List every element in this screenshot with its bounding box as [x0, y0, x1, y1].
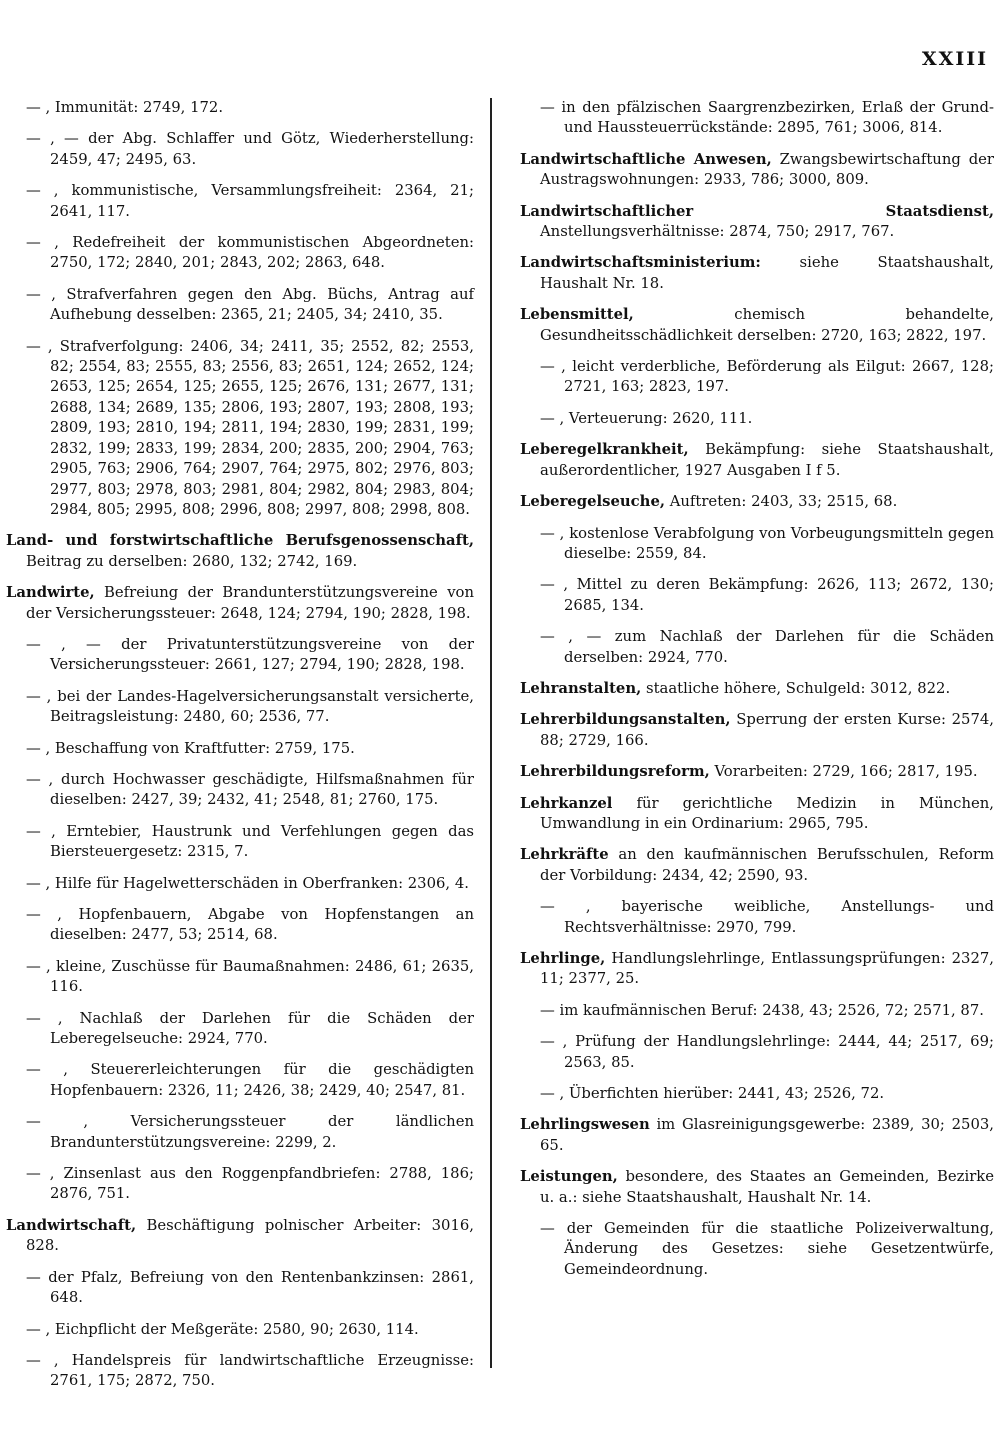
index-text: — , kleine, Zuschüsse für Baumaßnahmen: 2486, 61; 2635, 116.: [26, 957, 474, 996]
index-keyword: Lehrkanzel: [520, 794, 613, 812]
index-keyword: Lehrerbildungsreform,: [520, 763, 710, 781]
index-text: im Glasreinigungsgewerbe: 2389, 30; 2503, 65.: [540, 1116, 994, 1154]
index-text: — , durch Hochwasser geschädigte, Hilfsmaßnahmen für dieselben: 2427, 39; 2432, 41; 2548, 81; 2760, 175.: [26, 770, 474, 809]
index-subentry: [520, 1032, 994, 1073]
index-text: — , Nachlaß der Darlehen für die Schäden der Leberegelseuche: 2924, 770.: [26, 1009, 474, 1048]
index-text: — in den pfälzischen Saargrenzbezirken, Erlaß der Grund- und Haussteuerrückstände: 2895, 761; 3006, 814.: [540, 99, 994, 137]
index-entry: [520, 202, 994, 243]
index-subentry: [520, 1001, 994, 1021]
page-number: XXIII: [921, 48, 988, 70]
index-keyword: Lehrkräfte: [520, 846, 609, 864]
index-subentry: [520, 1219, 994, 1280]
index-entry: [520, 440, 994, 481]
right-column: [520, 98, 994, 1291]
index-subentry: [6, 1060, 474, 1101]
index-text: — , bei der Landes-Hagelversicherungsanstalt versicherte, Beitragsleistung: 2480, 60; 2536, 77.: [26, 687, 474, 726]
index-subentry: [6, 770, 474, 811]
left-column: [6, 98, 474, 1403]
index-keyword: Lehrerbildungsanstalten,: [520, 711, 731, 729]
index-text: Auftreten: 2403, 33; 2515, 68.: [665, 493, 898, 511]
index-entry: [520, 679, 994, 699]
index-keyword: Lehrlinge,: [520, 950, 606, 967]
index-subentry: [6, 337, 474, 521]
index-subentry: [6, 181, 474, 222]
index-subentry: [6, 233, 474, 274]
index-subentry: [6, 905, 474, 946]
index-subentry: [520, 98, 994, 139]
index-text: — , Erntebier, Haustrunk und Verfehlungen gegen das Biersteuergesetz: 2315, 7.: [26, 822, 474, 861]
index-subentry: [6, 635, 474, 676]
column-divider: [490, 98, 492, 1368]
index-text: — , Handelspreis für landwirtschaftliche Erzeugnisse: 2761, 175; 2872, 750.: [26, 1351, 474, 1390]
index-keyword: Lehrlingswesen: [520, 1116, 650, 1134]
index-text: Zwangsbewirtschaftung der Austragswohnungen: 2933, 786; 3000, 809.: [540, 150, 995, 189]
index-entry: [520, 845, 994, 886]
index-subentry: [6, 957, 474, 998]
index-text: — , — zum Nachlaß der Darlehen für die Schäden derselben: 2924, 770.: [540, 628, 994, 666]
index-text: — der Gemeinden für die staatliche Polizeiverwaltung, Änderung des Gesetzes: siehe Gesetzentwürfe, Gemeindeordnung.: [540, 1220, 994, 1278]
index-text: Handlungslehrlinge, Entlassungsprüfungen: 2327, 11; 2377, 25.: [540, 950, 994, 988]
index-subentry: [6, 739, 474, 759]
index-entry: [520, 710, 994, 751]
index-subentry: [6, 1164, 474, 1205]
index-text: — , Versicherungssteuer der ländlichen Brandunterstützungsvereine: 2299, 2.: [26, 1113, 474, 1151]
index-text: — der Pfalz, Befreiung von den Rentenbankzinsen: 2861, 648.: [26, 1268, 474, 1307]
index-text: — , — der Abg. Schlaffer und Götz, Wiederherstellung: 2459, 47; 2495, 63.: [26, 130, 474, 168]
index-subentry: [6, 285, 474, 326]
index-subentry: [6, 98, 474, 118]
index-entry: [520, 1167, 994, 1208]
index-text: — im kaufmännischen Beruf: 2438, 43; 2526, 72; 2571, 87.: [540, 1001, 984, 1019]
index-text: Beschäftigung polnischer Arbeiter: 3016, 828.: [26, 1216, 474, 1255]
index-subentry: [520, 524, 994, 565]
index-text: — , Zinsenlast aus den Roggenpfandbriefen: 2788, 186; 2876, 751.: [26, 1165, 474, 1203]
index-subentry: [520, 575, 994, 616]
index-keyword: Landwirtschaft,: [6, 1216, 137, 1234]
index-text: staatliche höhere, Schulgeld: 3012, 822.: [641, 679, 951, 697]
index-text: Anstellungsverhältnisse: 2874, 750; 2917, 767.: [540, 223, 895, 241]
index-subentry: [6, 129, 474, 170]
index-text: — , Überfichten hierüber: 2441, 43; 2526, 72.: [540, 1085, 885, 1103]
index-text: — , Mittel zu deren Bekämpfung: 2626, 113; 2672, 130; 2685, 134.: [540, 576, 994, 614]
index-subentry: [6, 1009, 474, 1050]
index-text: — , Hopfenbauern, Abgabe von Hopfenstangen an dieselben: 2477, 53; 2514, 68.: [26, 906, 474, 944]
index-subentry: [520, 357, 994, 398]
index-text: — , Redefreiheit der kommunistischen Abgeordneten: 2750, 172; 2840, 201; 2843, 202; 2863, 648.: [26, 234, 474, 272]
index-text: — , bayerische weibliche, Anstellungs- und Rechtsverhältnisse: 2970, 799.: [540, 898, 994, 936]
index-keyword: Lehranstalten,: [520, 679, 642, 697]
index-keyword: Landwirtschaftlicher Staatsdienst,: [520, 202, 994, 220]
index-entry: [520, 1115, 994, 1156]
index-subentry: [520, 1084, 994, 1104]
index-keyword: Landwirtschaftsministerium:: [520, 254, 761, 272]
index-text: besondere, des Staates an Gemeinden, Bezirke u. a.: siehe Staatshaushalt, Haushalt Nr. 14.: [540, 1168, 994, 1206]
index-entry: [6, 1216, 474, 1257]
index-entry: [520, 949, 994, 990]
index-subentry: [6, 822, 474, 863]
index-text: — , Strafverfolgung: 2406, 34; 2411, 35; 2552, 82; 2553, 82; 2554, 83; 2555, 83; 2556, 83; 2651, 124; 2652, 124; 2653, 125; 2654, 125; 2655, 125; 2676, 131; 2677, 131; 2688, 134; 2689, 135; 2806, 193; 2807, 193; 2808, 193; 2809, 193; 2810, 194; 2811, 194; 2830, 199; 2831, 199; 2832, 199; 2833, 199; 2834, 200; 2835, 200; 2904, 763; 2905, 763; 2906, 764; 2907, 764; 2975, 802; 2976, 803; 2977, 803; 2978, 803; 2981, 804; 2982, 804; 2983, 804; 2984, 805; 2995, 808; 2996, 808; 2997, 808; 2998, 808.: [26, 337, 474, 518]
index-text: Befreiung der Brandunterstützungsvereine von der Versicherungssteuer: 2648, 124; 2794, 190; 2828, 198.: [26, 584, 474, 622]
index-entry: [6, 531, 474, 572]
index-subentry: [520, 409, 994, 429]
index-text: — , Eichpflicht der Meßgeräte: 2580, 90; 2630, 114.: [26, 1320, 419, 1338]
index-text: — , Prüfung der Handlungslehrlinge: 2444, 44; 2517, 69; 2563, 85.: [540, 1033, 994, 1071]
index-text: an den kaufmännischen Berufsschulen, Reform der Vorbildung: 2434, 42; 2590, 93.: [540, 846, 994, 884]
index-text: Sperrung der ersten Kurse: 2574, 88; 2729, 166.: [540, 711, 994, 749]
index-text: für gerichtliche Medizin in München, Umwandlung in ein Ordinarium: 2965, 795.: [540, 794, 994, 832]
index-keyword: Leistungen,: [520, 1168, 618, 1186]
index-subentry: [6, 1268, 474, 1309]
index-subentry: [520, 897, 994, 938]
index-text: — , kommunistische, Versammlungsfreiheit: 2364, 21; 2641, 117.: [26, 182, 474, 220]
index-text: — , Immunität: 2749, 172.: [26, 99, 224, 116]
index-keyword: Leberegelseuche,: [520, 493, 666, 511]
index-keyword: Landwirtschaftliche Anwesen,: [520, 150, 772, 168]
index-text: — , kostenlose Verabfolgung von Vorbeugungsmitteln gegen dieselbe: 2559, 84.: [540, 524, 994, 562]
index-entry: [520, 492, 994, 512]
index-text: Beitrag zu derselben: 2680, 132; 2742, 169.: [26, 552, 358, 570]
index-text: — , Hilfe für Hagelwetterschäden in Oberfranken: 2306, 4.: [26, 874, 469, 892]
index-entry: [520, 253, 994, 294]
index-text: — , Steuererleichterungen für die geschädigten Hopfenbauern: 2326, 11; 2426, 38; 2429, 40; 2547, 81.: [26, 1061, 474, 1099]
index-subentry: [6, 687, 474, 728]
index-entry: [520, 794, 994, 835]
index-subentry: [520, 627, 994, 668]
index-subentry: [6, 874, 474, 894]
index-entry: [520, 762, 994, 782]
index-subentry: [6, 1112, 474, 1153]
index-text: — , Beschaffung von Kraftfutter: 2759, 175.: [26, 739, 355, 757]
index-entry: [520, 305, 994, 346]
index-text: — , Strafverfahren gegen den Abg. Büchs, Antrag auf Aufhebung desselben: 2365, 21; 2405, 34; 2410, 35.: [26, 285, 474, 324]
index-keyword: Leberegelkrankheit,: [520, 441, 689, 459]
index-text: — , Verteuerung: 2620, 111.: [540, 409, 753, 427]
index-subentry: [6, 1351, 474, 1392]
index-text: Bekämpfung: siehe Staatshaushalt, außerordentlicher, 1927 Ausgaben I f 5.: [540, 441, 994, 479]
index-keyword: Landwirte,: [6, 584, 95, 602]
index-text: siehe Staatshaushalt, Haushalt Nr. 18.: [540, 254, 994, 292]
index-entry: [6, 583, 474, 624]
index-keyword: Lebensmittel,: [520, 306, 634, 324]
index-text: chemisch behandelte, Gesundheitsschädlichkeit derselben: 2720, 163; 2822, 197.: [540, 306, 994, 344]
index-subentry: [6, 1320, 474, 1340]
index-text: Vorarbeiten: 2729, 166; 2817, 195.: [709, 763, 978, 781]
index-text: — , leicht verderbliche, Beförderung als Eilgut: 2667, 128; 2721, 163; 2823, 197.: [540, 358, 994, 396]
index-keyword: Land- und forstwirtschaftliche Berufsgenossenschaft,: [6, 532, 474, 550]
index-entry: [520, 150, 994, 191]
index-text: — , — der Privatunterstützungsvereine von der Versicherungssteuer: 2661, 127; 2794, 190; 2828, 198.: [26, 635, 474, 674]
